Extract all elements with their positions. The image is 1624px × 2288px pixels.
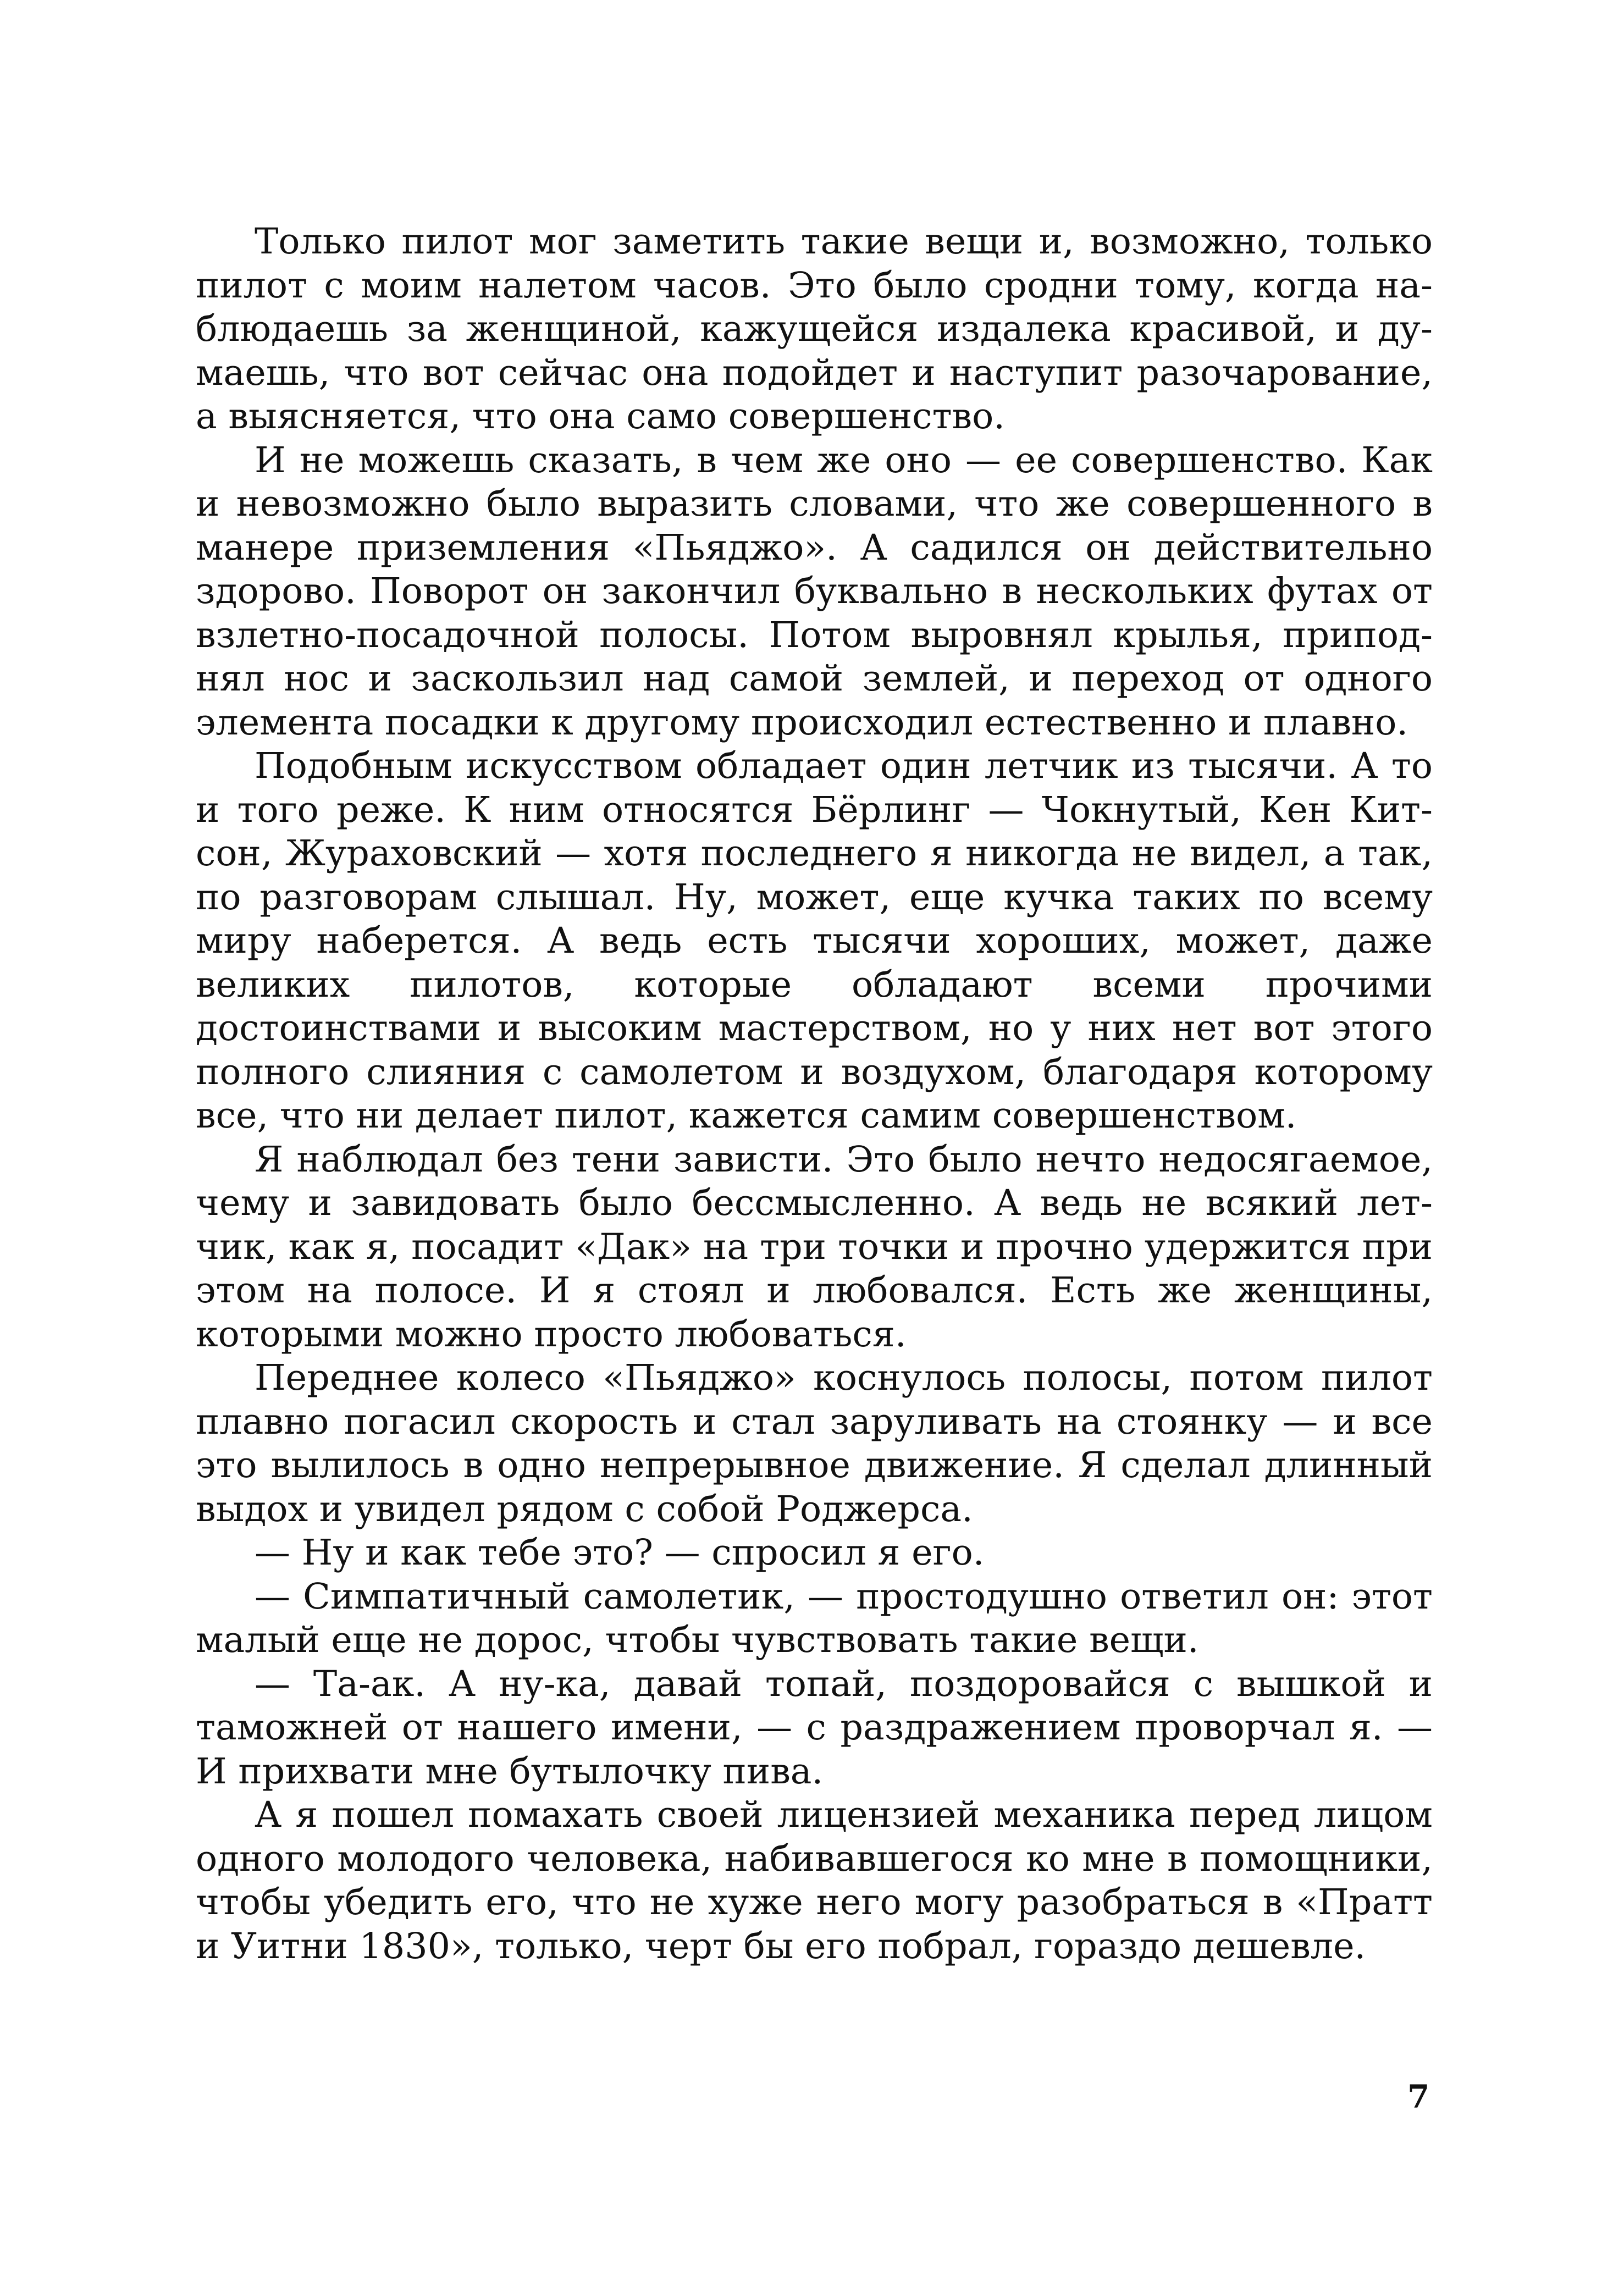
paragraph: И не можешь сказать, в чем же оно — ее совершенство. Как и невозможно было выразить словами, что же совершенного в манере приземления «Пьяджо». А садился он действительно здорово. Поворот он закончил буквально в нескольких футах от взлетно-посадочной полосы. Потом выровнял крылья, приподнял нос и заскользил над самой землей, и переход от одного элемента посадки к другому происходил естественно и плавно. — [196, 439, 1433, 743]
paragraph: Только пилот мог заметить такие вещи и, возможно, только пилот с моим налетом часов. Это было сродни тому, когда наблюдаешь за женщиной, кажущейся издалека красивой, и думаешь, что вот сейчас она подойдет и наступит разочарование, а выясняется, что она само совершенство. — [196, 221, 1433, 437]
dialogue-line: — Та-ак. А ну-ка, давай топай, поздоровайся с вышкой и таможней от нашего имени, — с раздражением проворчал я. — И прихвати мне бутылочку пива. — [196, 1663, 1433, 1792]
paragraph: А я пошел помахать своей лицензией механика перед лицом одного молодого человека, набивавшегося ко мне в помощники, чтобы убедить его, что не хуже него могу разобраться в «Пратт и Уитни 1830», только, черт бы его побрал, гораздо дешевле. — [196, 1794, 1433, 1967]
body-text — [196, 220, 1433, 1968]
dialogue-line: — Ну и как тебе это? — спросил я его. — [255, 1532, 985, 1573]
page-number: 7 — [1407, 2078, 1430, 2115]
paragraph: Переднее колесо «Пьяджо» коснулось полосы, потом пилот плавно погасил скорость и стал заруливать на стоянку — и все это вылилось в одно непрерывное движение. Я сделал длинный выдох и увидел рядом с собой Роджерса. — [196, 1357, 1433, 1530]
dialogue-line: — Симпатичный самолетик, — простодушно ответил он: этот малый еще не дорос, чтобы чувствовать такие вещи. — [196, 1576, 1433, 1661]
paragraph: Я наблюдал без тени зависти. Это было нечто недосягаемое, чему и завидовать было бессмысленно. А ведь не всякий летчик, как я, посадит «Дак» на три точки и прочно удержится при этом на полосе. И я стоял и любовался. Есть же женщины, которыми можно просто любоваться. — [196, 1139, 1433, 1355]
paragraph: Подобным искусством обладает один летчик из тысячи. А то и того реже. К ним относятся Бёрлинг — Чокнутый, Кен Китсон, Жураховский — хотя последнего я никогда не видел, а так, по разговорам слышал. Ну, может, еще кучка таких по всему миру наберется. А ведь есть тысячи хороших, может, даже великих пилотов, которые обладают всеми прочими достоинствами и высоким мастерством, но у них нет вот этого полного слияния с самолетом и воздухом, благодаря которому все, что ни делает пилот, кажется самим совершенством. — [196, 745, 1433, 1136]
